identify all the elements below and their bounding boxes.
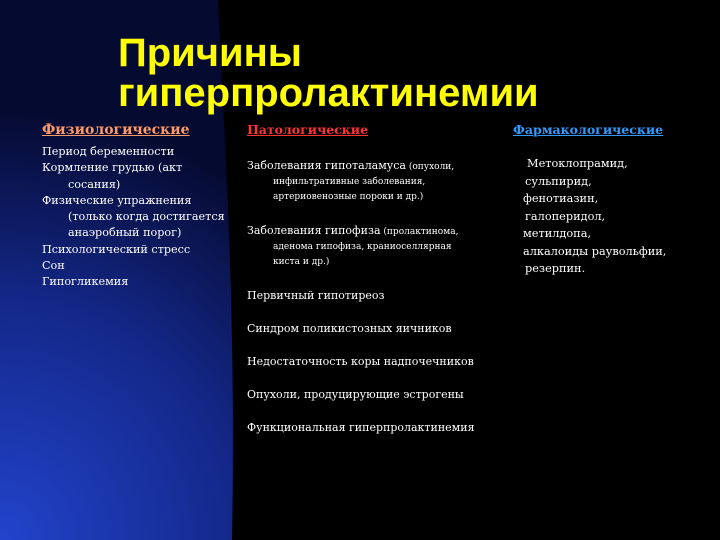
list-item: Заболевания гипоталамуса (опухоли, инфильтративные заболевания, артериовенозные пороки и др.) bbox=[247, 159, 455, 202]
title-line-1: Причины bbox=[118, 31, 302, 75]
drug-item: фенотиазин, bbox=[523, 192, 599, 205]
physiological-column bbox=[42, 122, 242, 291]
list-item: Опухоли, продуцирующие эстрогены bbox=[247, 388, 464, 401]
drug-item: алкалоиды раувольфии, bbox=[523, 244, 667, 258]
list-item: Сон bbox=[42, 259, 65, 273]
list-item: Заболевания гипофиза (пролактинома, аденома гипофиза, краниоселлярная киста и др.) bbox=[247, 224, 459, 267]
pharmacological-column bbox=[513, 122, 713, 278]
physiological-heading: Физиологические bbox=[42, 122, 190, 138]
drug-item: резерпин. bbox=[525, 262, 586, 275]
list-item: Физические упражнения (только когда достигается анаэробный порог) bbox=[42, 193, 225, 240]
physiological-list bbox=[42, 144, 242, 291]
drug-item: Метоклопрамид, bbox=[527, 157, 628, 170]
list-item: Функциональная гиперпролактинемия bbox=[247, 421, 475, 434]
list-item: Психологический стресс bbox=[42, 242, 191, 256]
title-line-2: гиперпролактинемии bbox=[118, 71, 539, 115]
list-item: Период беременности bbox=[42, 145, 175, 158]
pharmacological-heading: Фармакологические bbox=[513, 122, 664, 137]
list-item: Синдром поликистозных яичников bbox=[247, 322, 452, 335]
drug-item: метилдопа, bbox=[523, 227, 592, 240]
list-item: Первичный гипотиреоз bbox=[247, 289, 385, 302]
list-item: Гипогликемия bbox=[42, 275, 129, 289]
pathological-heading: Патологические bbox=[247, 122, 369, 137]
slide-title bbox=[118, 33, 708, 113]
list-item: Недостаточность коры надпочечников bbox=[247, 355, 474, 368]
drug-item: галоперидол, bbox=[525, 209, 606, 223]
drug-item: сульпирид, bbox=[525, 174, 592, 188]
pathological-column bbox=[247, 122, 517, 453]
list-item: Кормление грудью (акт сосания) bbox=[42, 161, 183, 191]
